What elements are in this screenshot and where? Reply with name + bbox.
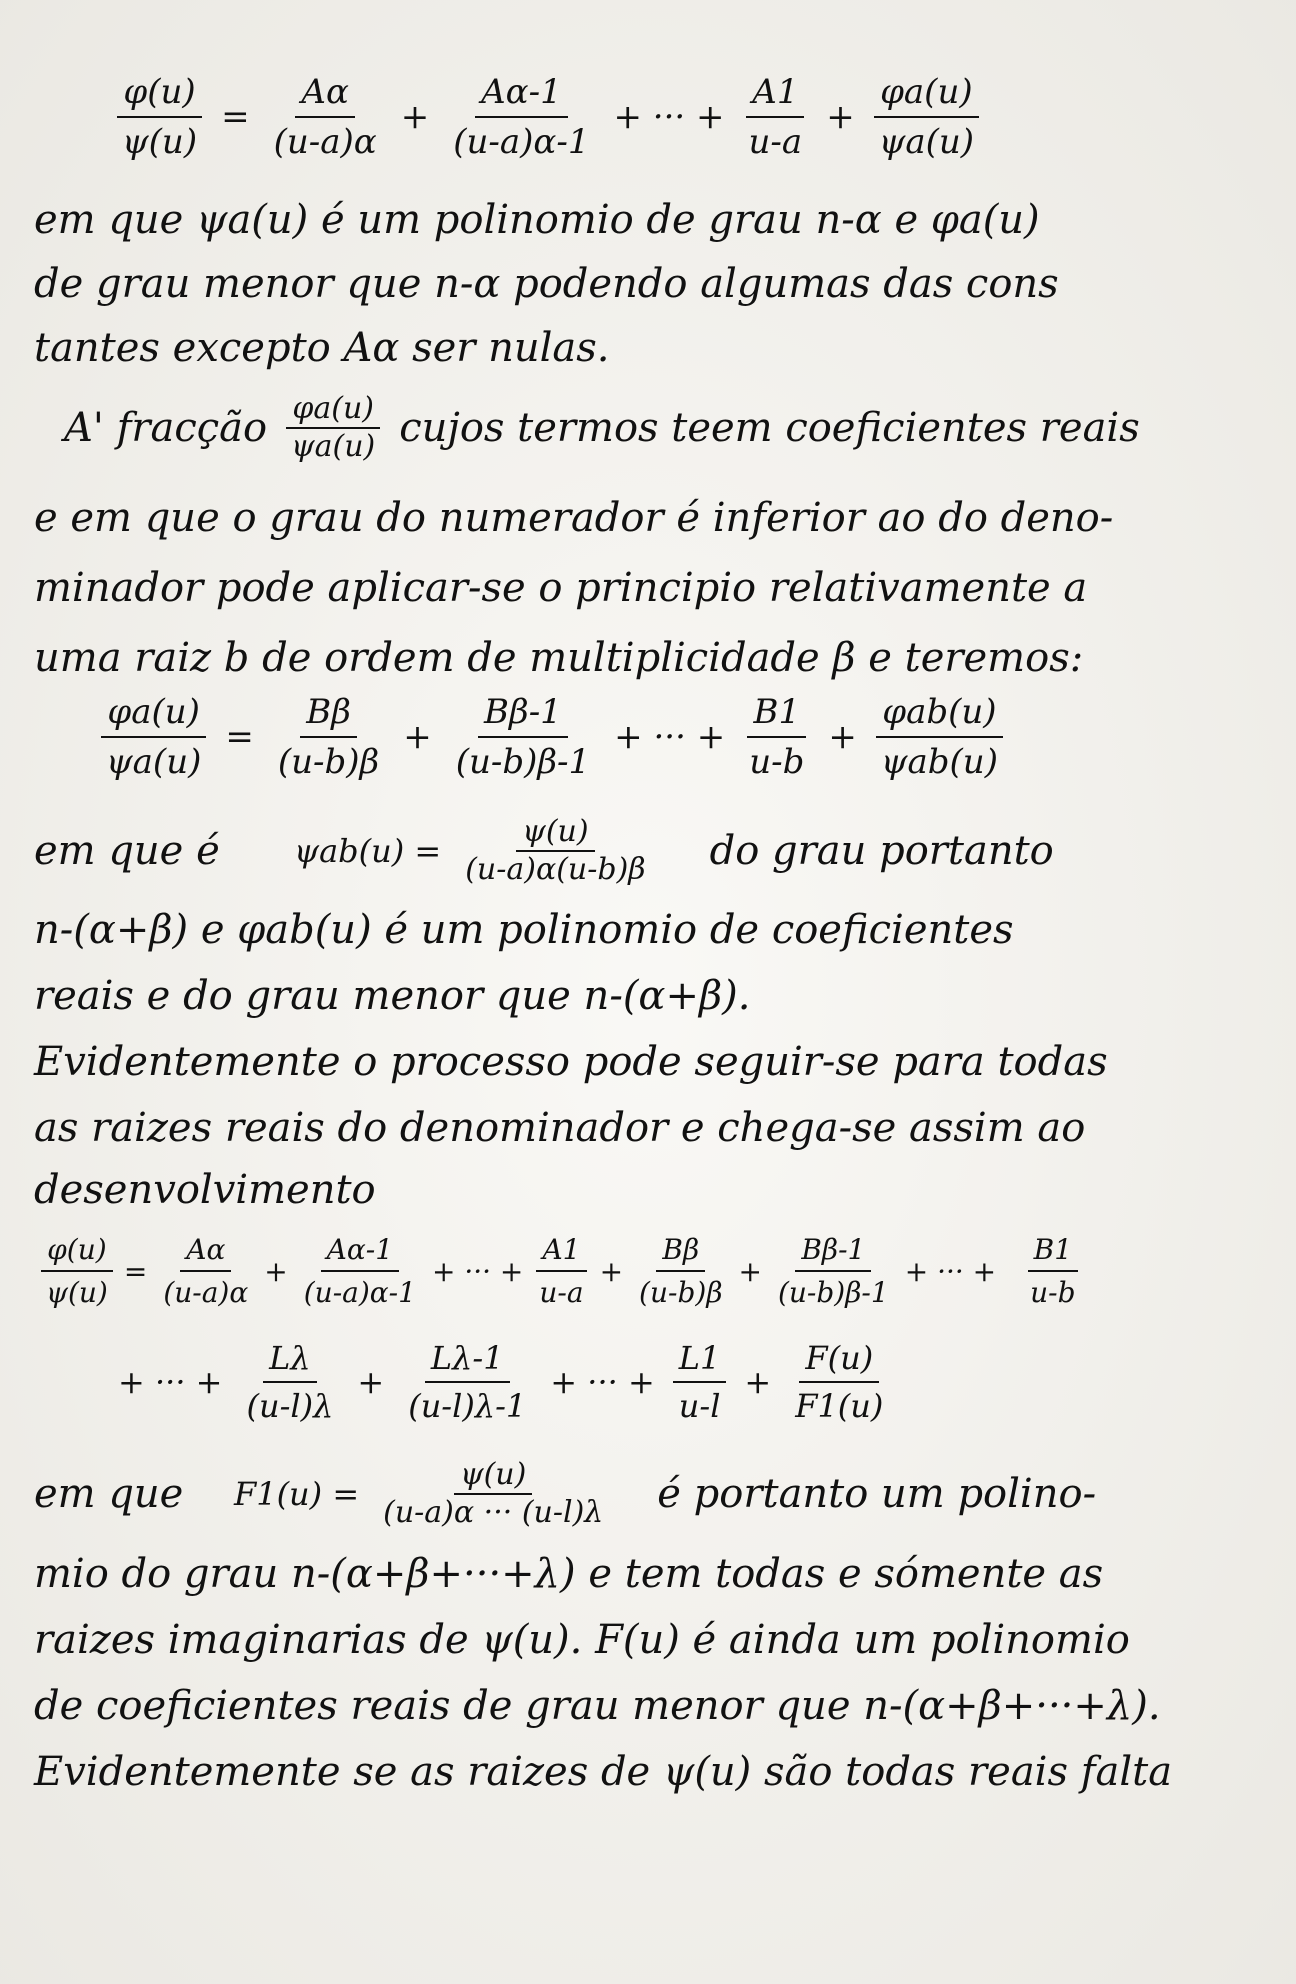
text-line: as raizes reais do denominador e chega-se assim ao	[34, 1105, 1086, 1151]
eq2-term-2: $\frac{B\beta-1}{(u-b)\beta-1}$	[455, 692, 591, 782]
equation-2: $\frac{\varphi a(u)}{\psi a(u)}$ = $\frac{B\beta}{(u-b)\beta}$ + $\frac{B\beta-1}{(u-b)\beta-1}$ + ··· + $\frac{B1}{u-b}$ + $\frac{\text{φab(u)}}{\text{ψab(u)}}$	[34, 678, 1262, 796]
eq2-term-3: $\frac{B1}{u-b}$	[749, 692, 805, 782]
eq3-term-3: $\frac{A1}{u-a}$	[533, 1233, 589, 1309]
eq1-term-2: $\frac{A\alpha-1}{(u-a)\alpha-1}$	[453, 72, 590, 162]
text-line: Evidentemente se as raizes de ψ(u) são todas reais falta	[34, 1749, 1173, 1795]
definition-fraction-1: $\frac{\psi(u)}{(u-a)\alpha(u-b)\beta}$	[465, 814, 646, 887]
eq1-term-4: $\frac{\varphi a(u)}{\psi a(u)}$	[873, 72, 980, 162]
equation-3-continued: + ··· + $\frac{L\lambda}{(u-l)\lambda}$ + $\frac{L\lambda-1}{(u-l)\lambda-1}$ + ··· + $\frac{L1}{u-l}$ + $\frac{F(u)}{F1(u)}$	[34, 1326, 1262, 1438]
text-line: raizes imaginarias de ψ(u). F(u) é ainda um polinomio	[34, 1617, 1130, 1663]
eq3-term-5: $\frac{B\beta-1}{(u-b)\beta-1}$	[777, 1233, 889, 1309]
definition-fraction-2: $\frac{\psi(u)}{(u-a)\alpha \cdot\cdot\cdot (u-l)\lambda}$	[383, 1457, 604, 1530]
text-line: uma raiz b de ordem de multiplicidade β e teremos:	[34, 635, 1084, 681]
eq3-term-2: $\frac{A\alpha-1}{(u-a)\alpha-1}$	[303, 1233, 416, 1309]
eq3-term-1: $\frac{A\alpha}{(u-a)\alpha}$	[163, 1233, 249, 1309]
eq1-term-3: $\frac{A1}{u-a}$	[743, 72, 809, 162]
eq3b-term-2: $\frac{L\lambda-1}{(u-l)\lambda-1}$	[408, 1339, 527, 1425]
eq3b-term-1: $\frac{L\lambda}{(u-l)\lambda}$	[246, 1339, 334, 1425]
eq1-term-1: $\frac{A\alpha}{(u-a)\alpha}$	[273, 72, 377, 162]
equation-3: $\frac{\varphi(u)}{\psi(u)}$ = $\frac{A\alpha}{(u-a)\alpha}$ + $\frac{A\alpha-1}{(u-a)\alpha-1}$ + ··· + $\frac{A1}{u-a}$ + $\frac{B\beta}{(u-b)\beta}$ + $\frac{B\beta-1}{(u-b)\beta-1}$ + ··· + $\frac{B1}{u-b}$	[34, 1216, 1262, 1326]
inline-fraction: $\frac{\varphi a(u)}{\psi a(u)}$	[285, 394, 381, 462]
eq2-lhs: $\frac{\varphi a(u)}{\psi a(u)}$	[100, 692, 207, 782]
eq2-term-4: $\frac{\text{φab(u)}}{\text{ψab(u)}}$	[875, 692, 1004, 782]
eq3-term-4: $\frac{B\beta}{(u-b)\beta}$	[639, 1233, 723, 1309]
definition-line-1: em que é ψab(u) = $\frac{\psi(u)}{(u-a)\alpha(u-b)\beta}$ do grau portanto	[34, 814, 1054, 887]
equation-1: $\frac{\varphi(u)}{\psi(u)}$ = $\frac{A\alpha}{(u-a)\alpha}$ + $\frac{A\alpha-1}{(u-a)\alpha-1}$ + ··· + $\frac{A1}{u-a}$ + $\frac{\varphi a(u)}{\psi a(u)}$	[34, 62, 1262, 172]
eq3-lhs: $\frac{\varphi(u)}{\psi(u)}$	[40, 1233, 114, 1309]
text-line: e em que o grau do numerador é inferior ao do deno-	[34, 495, 1114, 541]
text-line: desenvolvimento	[34, 1167, 376, 1213]
text-line: tantes excepto Aα ser nulas.	[34, 325, 610, 371]
fraction-intro-line: A' fracção $\frac{\varphi a(u)}{\psi a(u)}$ cujos termos teem coeficientes reais	[64, 391, 1140, 464]
eq3b-term-3: $\frac{L1}{u-l}$	[673, 1339, 727, 1425]
text-line: de coeficientes reais de grau menor que n-(α+β+···+λ).	[34, 1683, 1161, 1729]
text-line: em que ψa(u) é um polinomio de grau n-α e φa(u)	[34, 197, 1040, 243]
eq3b-term-4: $\frac{F(u)}{F1(u)}$	[795, 1339, 884, 1425]
text-line: minador pode aplicar-se o principio relativamente a	[34, 565, 1088, 611]
text-line: Evidentemente o processo pode seguir-se para todas	[34, 1039, 1108, 1085]
eq3-term-6: $\frac{B1}{u-b}$	[1024, 1233, 1081, 1309]
eq2-term-1: $\frac{B\beta}{(u-b)\beta}$	[277, 692, 380, 782]
definition-line-2: em que F1(u) = $\frac{\psi(u)}{(u-a)\alpha \cdot\cdot\cdot (u-l)\lambda}$ é portanto um polino-	[34, 1457, 1097, 1530]
eq1-lhs: $\frac{\varphi(u)}{\psi(u)}$	[116, 72, 203, 162]
text-line: reais e do grau menor que n-(α+β).	[34, 973, 751, 1019]
text-line: mio do grau n-(α+β+···+λ) e tem todas e sómente as	[34, 1551, 1104, 1597]
text-line: de grau menor que n-α podendo algumas das cons	[34, 261, 1059, 307]
text-line: n-(α+β) e φab(u) é um polinomio de coeficientes	[34, 907, 1014, 953]
